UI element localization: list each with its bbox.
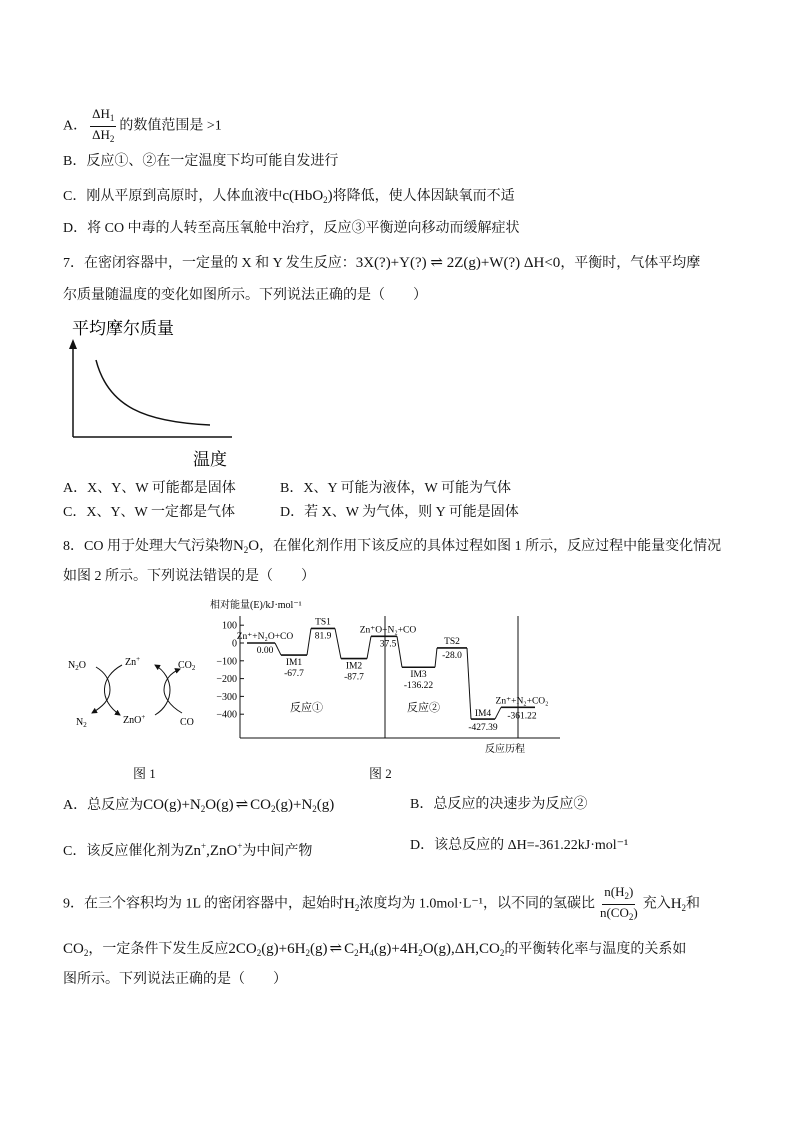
fig2-state-label: IM1 (285, 658, 303, 669)
q7-curve (96, 360, 210, 425)
fig2-ytick-label: 100 (222, 620, 237, 632)
svg-text:N2: $N_2$ (76, 717, 87, 729)
q8-stem-line1: 8．CO 用于处理大气污染物$N_2O$，在催化剂作用下该反应的具体过程如图 1 所示，反应过程中能量变化情况 (63, 538, 722, 555)
fig2-state-label: TS2 (444, 636, 460, 647)
q7-graph-ylabel: 平均摩尔质量 (72, 319, 174, 338)
fig2-ytick-label: −100 (216, 656, 237, 668)
q7-option-b: B．X、Y 可能为液体，W 可能为气体 (280, 481, 511, 496)
q9-stem-line1: 9．在三个容积均为 1L 的密闭容器中，起始时$H_2$浓度均为 1.0mol·L⁻¹，以不同的氢碳比 $\frac{n(H_2)}{n(CO_2)}$ 充入$H_2$和 (63, 884, 700, 925)
svg-text:CO2: $CO_2$ (178, 660, 196, 672)
svg-text:N2O: $N_2O$ (68, 660, 86, 672)
hc-ratio-fraction: $\frac{n(H_2)}{n(CO_2)}$ (599, 884, 638, 922)
dh-ratio-fraction: $\frac{\Delta H_1}{\Delta H_2}$ (92, 106, 115, 144)
fig2-state-label: Zn⁺+N₂+CO₂ (495, 696, 549, 707)
fig2-region-1: 反应① (290, 702, 323, 714)
fig2-value-label: -67.7 (284, 669, 304, 680)
fig2-value-label: -87.7 (344, 672, 364, 683)
q7-option-a: A．X、Y、W 可能都是固体 (63, 481, 236, 496)
fig2-ytick-label: −400 (216, 709, 237, 721)
fig2-value-label: -427.39 (468, 723, 498, 734)
fig2-region-2: 反应② (407, 702, 440, 714)
fig2-connector (307, 628, 311, 655)
fig2-ytick-label: −300 (216, 691, 237, 703)
fig2-connector (397, 636, 402, 667)
fig2-value-label: -361.22 (507, 711, 537, 722)
fig2-xlabel: 反应历程 (485, 744, 525, 755)
q8-option-d: D．该总反应的 ΔH=-361.22kJ·mol⁻¹ (410, 838, 629, 853)
fig2-state-label: IM2 (345, 661, 363, 672)
fig2-value-label: 37.5 (379, 639, 397, 650)
q9-stem-line3: 图所示。下列说法正确的是（ ） (63, 972, 287, 987)
fig2-connector (495, 707, 501, 719)
svg-text:ZnO+: ZnO+ (123, 713, 146, 726)
q8-option-a: A．总反应为$CO(g)+N_2O(g)$ ⇌ $CO_2(g)+N_2(g)$ (63, 797, 335, 814)
q7-option-d: D．若 X、W 为气体，则 Y 可能是固体 (280, 505, 519, 520)
fig2-connector (435, 648, 437, 667)
q9-stem-line2: $CO_2$，一定条件下发生反应$2CO_2(g)+6H_2(g)$ ⇌ $C_2H_4(g)+4H_2O(g),\Delta H,CO_2$的平衡转化率与温度的关系如 (63, 941, 687, 958)
fig1-caption: 图 1 (133, 766, 156, 781)
q8-figure1 (60, 645, 220, 735)
fig2-connector (467, 648, 471, 719)
fig2-ytick-label: −200 (216, 674, 237, 686)
fig2-value-label: -28.0 (442, 650, 462, 661)
fig2-value-label: 0.00 (256, 646, 274, 656)
fig2-state-label: Zn⁺+N₂O+CO (236, 632, 294, 642)
fig2-connector (335, 628, 341, 658)
fig2-value-label: 81.9 (314, 631, 332, 642)
fig2-state-label: TS1 (315, 617, 331, 628)
q7-stem-line1: 7．在密闭容器中，一定量的 X 和 Y 发生反应：3X(?)+Y(?) ⇌ 2Z(g)+W(?) ΔH<0，平衡时，气体平均摩 (63, 255, 701, 271)
fig2-state-label: IM3 (410, 670, 427, 681)
q8-option-b: B．总反应的决速步为反应② (410, 797, 588, 812)
q7-graph (60, 312, 240, 472)
fig2-state-label: Zn⁺O+N₂+CO (359, 625, 417, 636)
q6-option-a: A． $\frac{\Delta H_1}{\Delta H_2}$ 的数值范围是 >1 (63, 106, 222, 147)
fig2-caption: 图 2 (369, 766, 392, 781)
q6-option-d: D．将 CO 中毒的人转至高压氧舱中治疗，反应③平衡逆向移动而缓解症状 (63, 221, 520, 236)
q8-option-c: C．该反应催化剂为Zn+,ZnO+为中间产物 (63, 841, 313, 859)
fig2-connector (367, 636, 371, 658)
q8-stem-line2: 如图 2 所示。下列说法错误的是（ ） (63, 569, 315, 584)
q7-graph-xlabel: 温度 (193, 450, 227, 469)
q7-option-c: C．X、Y、W 一定都是气体 (63, 505, 236, 520)
q6-option-c: C．刚从平原到高原时，人体血液中c(HbO$_2$)将降低，使人体因缺氧而不适 (63, 188, 515, 205)
fig2-ytick-label: 0 (232, 638, 237, 650)
svg-text:Zn+: Zn+ (125, 655, 141, 668)
fig2-connector (275, 643, 281, 655)
q6-option-b: B．反应①、②在一定温度下均可能自发进行 (63, 154, 339, 169)
q7-stem-line2: 尔质量随温度的变化如图所示。下列说法正确的是（ ） (63, 288, 427, 303)
fig2-ylabel: 相对能量(E)/kJ·mol⁻¹ (210, 600, 302, 611)
q8-figure2 (205, 594, 570, 759)
fig2-value-label: -136.22 (403, 681, 434, 692)
svg-text:CO: CO (180, 717, 194, 728)
fig2-state-label: IM4 (474, 709, 492, 720)
